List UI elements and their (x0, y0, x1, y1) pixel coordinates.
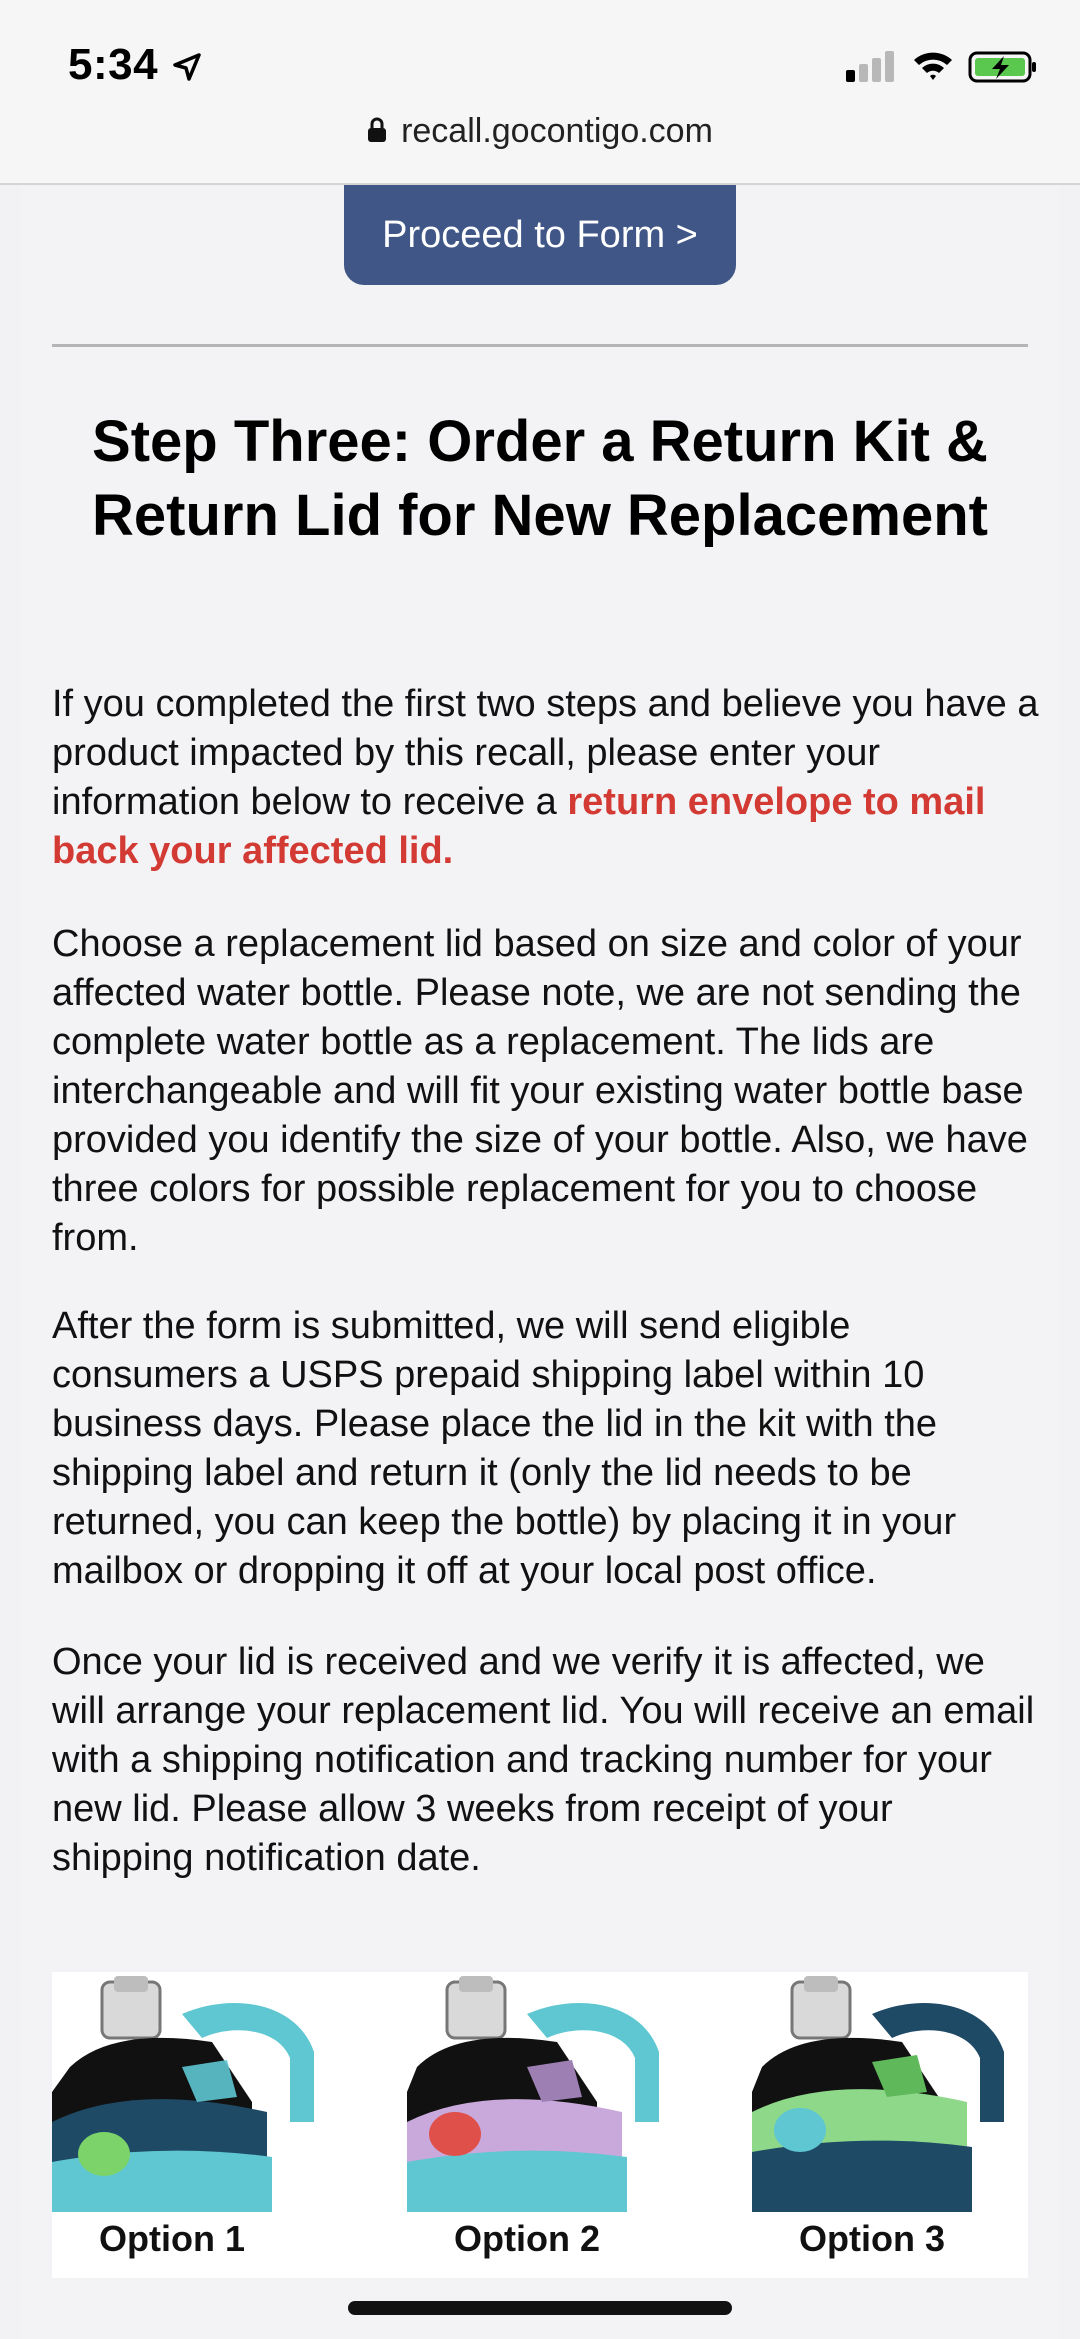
lid-option-3-image (752, 1972, 1028, 2212)
lid-option-2-image (407, 1972, 707, 2212)
cellular-signal-icon (846, 50, 898, 82)
home-indicator[interactable] (348, 2301, 732, 2315)
battery-charging-icon (968, 50, 1040, 84)
intro-paragraph (52, 680, 1042, 876)
option-2-label: Option 2 (454, 2218, 600, 2259)
option-1-label: Option 1 (99, 2218, 245, 2259)
location-arrow-icon (172, 52, 202, 82)
page-content (22, 185, 1058, 2339)
option-1[interactable] (52, 1972, 352, 2278)
intro-text: If you completed the first two steps and believe you have a product impacted by this recall, please enter your information below to receive a (52, 683, 1039, 823)
lid-options-image (52, 1972, 1028, 2278)
return-envelope-highlight: return envelope to mail back your affected lid. (52, 781, 986, 872)
option-2[interactable] (407, 1972, 707, 2278)
shipping-label-paragraph: After the form is submitted, we will send eligible consumers a USPS prepaid shipping label within 10 business days. Please place the lid in the kit with the shipping label and return it (only the lid needs to be returned, you can keep the bottle) by placing it in your mailbox or dropping it off at your local post office. (52, 1305, 957, 1592)
replacement-lid-paragraph: Choose a replacement lid based on size and color of your affected water bottle. Please note, we are not sending the complete water bottle as a replacement. The lids are interchangeable and will fit your existing water bottle base provided you identify the size of your bottle. Also, we have three colors for possible replacement for you to choose from. (52, 923, 1028, 1259)
status-time: 5:34 (68, 40, 159, 89)
proceed-to-form-button[interactable]: Proceed to Form > (344, 185, 736, 285)
option-3[interactable] (752, 1972, 1052, 2278)
option-3-label: Option 3 (799, 2218, 945, 2259)
step-three-heading: Step Three: Order a Return Kit & Return Lid for New Replacement (92, 409, 988, 548)
lock-icon (367, 117, 387, 143)
verification-paragraph: Once your lid is received and we verify it is affected, we will arrange your replacement lid. You will receive an email with a shipping notification and tracking number for your new lid. Please allow 3 weeks from receipt of your shipping notification date. (52, 1641, 1035, 1879)
divider (52, 344, 1028, 347)
wifi-icon (912, 48, 954, 82)
url-text: recall.gocontigo.com (401, 112, 713, 150)
top-bar (0, 0, 1080, 185)
address-bar[interactable] (0, 112, 1080, 151)
lid-option-1-image (52, 1972, 352, 2212)
